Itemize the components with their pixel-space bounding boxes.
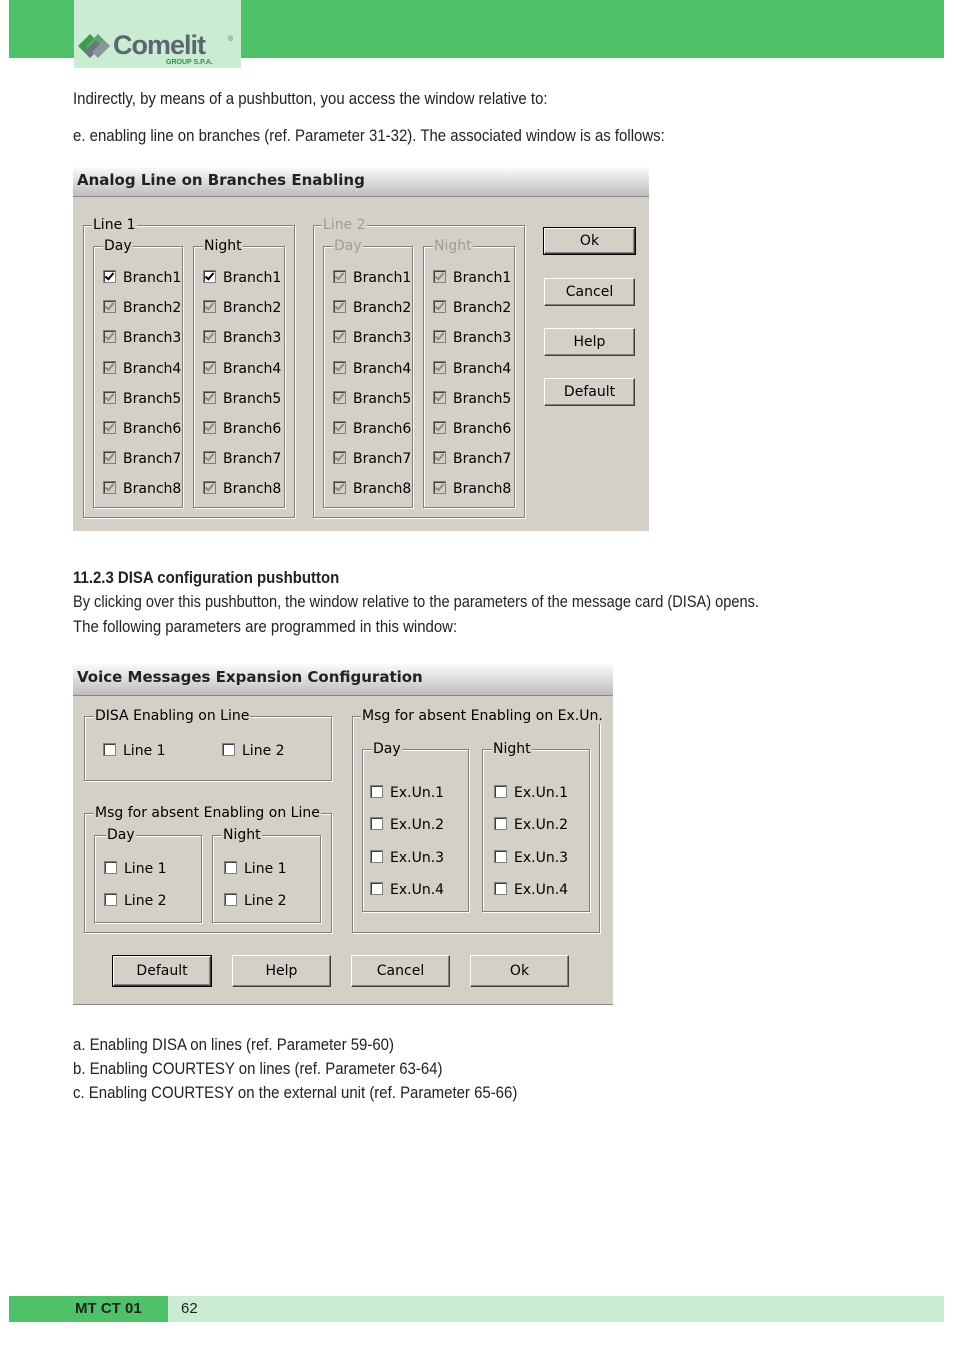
day-exun-checkbox[interactable] <box>370 817 444 833</box>
group-night-label: Night <box>434 238 472 254</box>
branch-label: Branch7 <box>353 451 412 468</box>
checkbox-box <box>333 270 346 283</box>
group-msg-exun-label: Msg for absent Enabling on Ex.Un. <box>362 708 603 724</box>
msg-day-line2-checkbox[interactable]: Line 2 <box>104 893 167 909</box>
group-disa-label: DISA Enabling on Line <box>95 708 250 724</box>
branch-label: Branch5 <box>123 390 182 407</box>
list-item: a. Enabling DISA on lines (ref. Parameter 59-60) <box>73 1035 394 1054</box>
paragraph-enabling: e. enabling line on branches (ref. Parameter 31-32). The associated window is as follows: <box>73 126 665 145</box>
branch-checkbox <box>203 300 281 316</box>
checkbox-box[interactable] <box>370 817 383 830</box>
help-button[interactable]: Help <box>544 328 635 356</box>
branch-label: Branch5 <box>353 390 412 407</box>
checkbox-box <box>103 421 116 434</box>
branch-checkbox <box>433 361 511 377</box>
branch-checkbox <box>333 361 411 377</box>
msg-day-line1-checkbox[interactable]: Line 1 <box>104 861 167 877</box>
branch-checkbox <box>203 391 281 407</box>
branch-checkbox <box>103 361 181 377</box>
disa-line2-checkbox[interactable]: Line 2 <box>222 743 285 759</box>
voice-messages-dialog <box>73 664 613 1005</box>
checkbox-box[interactable] <box>494 850 507 863</box>
night-exun-checkbox[interactable] <box>494 882 568 898</box>
default-button[interactable]: Default <box>113 956 211 986</box>
footer-doc-code: MT CT 01 <box>75 1300 142 1317</box>
branch-checkbox <box>103 451 181 467</box>
branch-checkbox <box>203 421 281 437</box>
branch-label: Branch4 <box>453 360 512 377</box>
night-exun-checkbox[interactable] <box>494 785 568 801</box>
disa-line1-checkbox[interactable]: Line 1 <box>103 743 166 759</box>
branch-checkbox <box>333 421 411 437</box>
branch-label: Branch1 <box>453 270 512 286</box>
branch-checkbox <box>333 451 411 467</box>
checkbox-box <box>333 481 346 494</box>
group-msg-line-label: Msg for absent Enabling on Line <box>95 805 320 821</box>
list-item: b. Enabling COURTESY on lines (ref. Parameter 63-64) <box>73 1059 443 1078</box>
branch-checkbox <box>433 300 511 316</box>
group-night-label: Night <box>204 238 242 254</box>
checkbox-box[interactable] <box>370 785 383 798</box>
branch-label: Branch3 <box>123 330 182 347</box>
branch-checkbox <box>433 451 511 467</box>
branch-checkbox <box>433 391 511 407</box>
exun-label: Ex.Un.3 <box>514 849 569 866</box>
checkbox-box <box>433 361 446 374</box>
checkbox-box <box>203 481 216 494</box>
analog-line-dialog <box>73 167 649 531</box>
branch-label: Branch1 <box>223 270 282 286</box>
checkbox-box <box>433 421 446 434</box>
group-msg-line-day <box>94 835 202 923</box>
checkbox-box <box>203 300 216 313</box>
branch-label: Branch1 <box>123 270 182 286</box>
paragraph-parameters: The following parameters are programmed in this window: <box>73 617 458 636</box>
night-exun-checkbox[interactable] <box>494 817 568 833</box>
branch-checkbox[interactable] <box>203 270 281 286</box>
branch-label: Branch4 <box>123 360 182 377</box>
checkbox-box[interactable] <box>370 882 383 895</box>
msg-night-line1-checkbox[interactable]: Line 1 <box>224 861 287 877</box>
checkbox-box <box>103 330 116 343</box>
checkbox-box <box>103 391 116 404</box>
checkbox-box <box>103 481 116 494</box>
branch-label: Branch6 <box>123 421 182 437</box>
paragraph-disa: By clicking over this pushbutton, the window relative to the parameters of the message card (DISA) opens. <box>73 592 759 611</box>
exun-label: Ex.Un.1 <box>390 785 445 801</box>
checkbox-box <box>433 391 446 404</box>
branch-label: Branch2 <box>453 300 512 317</box>
branch-checkbox <box>433 481 511 497</box>
dialog-title: Voice Messages Expansion Configuration <box>73 664 613 696</box>
branch-label: Branch7 <box>453 451 512 468</box>
exun-label: Ex.Un.4 <box>514 881 569 898</box>
branch-label: Branch7 <box>223 451 282 468</box>
branch-label: Branch2 <box>353 300 412 317</box>
group-day-label: Day <box>104 238 132 254</box>
checkbox-box <box>433 300 446 313</box>
day-exun-checkbox[interactable] <box>370 785 444 801</box>
branch-label: Branch8 <box>453 481 512 498</box>
group-day-label: Day <box>373 741 401 757</box>
checkbox-box <box>333 330 346 343</box>
exun-label: Ex.Un.3 <box>390 849 445 866</box>
checkbox-box[interactable] <box>224 861 237 874</box>
branch-checkbox <box>103 330 181 346</box>
logo-name: Comelit <box>113 30 206 60</box>
branch-checkbox <box>333 391 411 407</box>
checkbox-box <box>103 300 116 313</box>
group-line2-label: Line 2 <box>323 217 366 233</box>
group-line1-label: Line 1 <box>93 217 136 233</box>
day-exun-checkbox[interactable] <box>370 850 444 866</box>
section-heading: 11.2.3 DISA configuration pushbutton <box>73 568 340 587</box>
branch-checkbox <box>203 330 281 346</box>
checkbox-box <box>333 451 346 464</box>
branch-label: Branch3 <box>453 330 512 347</box>
checkbox-box <box>433 481 446 494</box>
group-night-label: Night <box>223 827 261 843</box>
branch-label: Branch8 <box>223 481 282 498</box>
exun-label: Ex.Un.4 <box>390 881 445 898</box>
group-day-label: Day <box>334 238 362 254</box>
group-msg-line-night <box>212 835 321 923</box>
branch-checkbox <box>333 481 411 497</box>
checkbox-box <box>203 421 216 434</box>
group-night-label: Night <box>493 741 531 757</box>
help-button[interactable]: Help <box>232 955 331 987</box>
branch-label: Branch2 <box>223 300 282 317</box>
dialog-title: Analog Line on Branches Enabling <box>73 167 649 197</box>
checkbox-box[interactable] <box>104 893 117 906</box>
checkbox-box[interactable] <box>203 270 216 283</box>
checkbox-box <box>433 270 446 283</box>
checkbox-box[interactable] <box>222 743 235 756</box>
checkbox-box[interactable] <box>494 817 507 830</box>
branch-label: Branch3 <box>353 330 412 347</box>
branch-checkbox <box>433 330 511 346</box>
logo-registered: ® <box>228 36 234 43</box>
branch-checkbox <box>433 421 511 437</box>
night-exun-checkbox[interactable] <box>494 850 568 866</box>
msg-night-line2-checkbox[interactable]: Line 2 <box>224 893 287 909</box>
branch-label: Branch8 <box>353 481 412 498</box>
cancel-button[interactable]: Cancel <box>544 278 635 306</box>
branch-checkbox <box>333 330 411 346</box>
list-item: c. Enabling COURTESY on the external unit (ref. Parameter 65-66) <box>73 1083 518 1102</box>
branch-checkbox <box>103 391 181 407</box>
branch-checkbox <box>103 481 181 497</box>
checkbox-box <box>333 391 346 404</box>
branch-label: Branch6 <box>353 421 412 437</box>
branch-checkbox <box>433 270 511 286</box>
checkbox-box <box>433 330 446 343</box>
branch-label: Branch7 <box>123 451 182 468</box>
page-number: 62 <box>181 1300 198 1317</box>
checkbox-box <box>433 451 446 464</box>
checkbox-box <box>103 361 116 374</box>
checkbox-box <box>333 300 346 313</box>
ok-button[interactable]: Ok <box>544 228 635 254</box>
branch-label: Branch2 <box>123 300 182 317</box>
checkbox-box <box>333 421 346 434</box>
branch-label: Branch5 <box>223 390 282 407</box>
exun-label: Ex.Un.2 <box>390 817 445 834</box>
checkbox-box <box>203 330 216 343</box>
checkbox-box <box>333 361 346 374</box>
branch-checkbox <box>203 481 281 497</box>
checkbox-box <box>103 451 116 464</box>
branch-checkbox[interactable] <box>103 270 181 286</box>
paragraph-intro: Indirectly, by means of a pushbutton, you access the window relative to: <box>73 89 548 108</box>
group-day-label: Day <box>107 827 135 843</box>
branch-label: Branch4 <box>223 360 282 377</box>
branch-checkbox <box>333 270 411 286</box>
checkbox-box[interactable] <box>370 850 383 863</box>
ok-button[interactable]: Ok <box>470 955 569 987</box>
branch-label: Branch1 <box>353 270 412 286</box>
checkbox-box[interactable] <box>494 785 507 798</box>
logo-subtitle: GROUP S.P.A. <box>166 59 213 66</box>
comelit-logo-icon <box>78 34 112 58</box>
checkbox-box[interactable] <box>103 743 116 756</box>
checkbox-box <box>203 391 216 404</box>
checkbox-box[interactable] <box>224 893 237 906</box>
checkbox-box[interactable] <box>103 270 116 283</box>
cancel-button[interactable]: Cancel <box>351 955 450 987</box>
checkbox-box[interactable] <box>104 861 117 874</box>
exun-label: Ex.Un.1 <box>514 785 569 801</box>
branch-label: Branch4 <box>353 360 412 377</box>
branch-checkbox <box>103 421 181 437</box>
branch-checkbox <box>203 361 281 377</box>
branch-label: Branch8 <box>123 481 182 498</box>
checkbox-box <box>203 451 216 464</box>
default-button[interactable]: Default <box>544 378 635 406</box>
checkbox-box <box>203 361 216 374</box>
branch-checkbox <box>103 300 181 316</box>
branch-checkbox <box>333 300 411 316</box>
branch-label: Branch3 <box>223 330 282 347</box>
branch-label: Branch6 <box>453 421 512 437</box>
day-exun-checkbox[interactable] <box>370 882 444 898</box>
branch-checkbox <box>203 451 281 467</box>
branch-label: Branch6 <box>223 421 282 437</box>
checkbox-box[interactable] <box>494 882 507 895</box>
branch-label: Branch5 <box>453 390 512 407</box>
exun-label: Ex.Un.2 <box>514 817 569 834</box>
